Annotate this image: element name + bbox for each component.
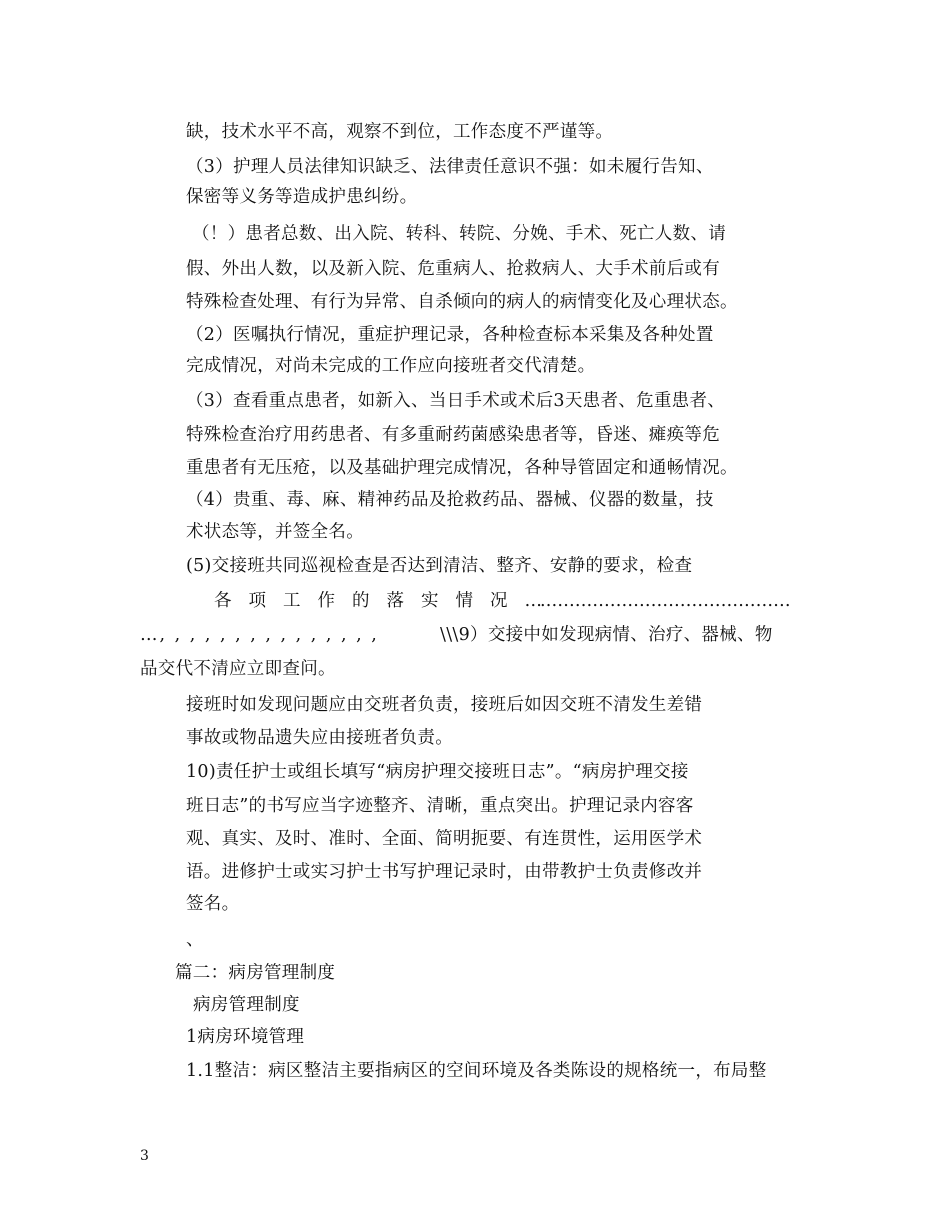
- text-line: 完成情况，对尚未完成的工作应向接班者交代清楚。: [186, 356, 596, 376]
- text-line: 各项工作的落实情况…: [214, 591, 559, 611]
- text-line: 特殊检查处理、有行为异常、自杀倾向的病人的病情变化及心理状态。: [186, 292, 738, 312]
- text-line: \\\9）交接中如发现病情、治疗、器械、物: [440, 625, 773, 645]
- text-line: (5)交接班共同巡视检查是否达到清洁、整齐、安静的要求，检查: [186, 556, 693, 576]
- text-line: 、: [186, 930, 204, 950]
- text-line: .……………………………………: [540, 591, 791, 611]
- text-line: （3）护理人员法律知识缺乏、法律责任意识不强：如未履行告知、: [186, 157, 714, 177]
- text-line: （！）患者总数、出入院、转科、转院、分娩、手术、死亡人数、请: [192, 224, 726, 244]
- text-line: 语。进修护士或实习护士书写护理记录时，由带教护士负责修改并: [186, 862, 703, 882]
- text-line: （3）查看重点患者，如新入、当日手术或术后3天患者、危重患者、: [186, 391, 726, 411]
- text-line: （4）贵重、毒、麻、精神药品及抢救药品、器械、仪器的数量，技: [186, 490, 714, 510]
- text-line: 10)责任护士或组长填写“病房护理交接班日志”。“病房护理交接: [186, 762, 689, 782]
- page-number: 3: [140, 1148, 149, 1164]
- text-line: 观、真实、及时、准时、全面、简明扼要、有连贯性，运用医学术: [186, 829, 703, 849]
- text-line: 接班时如发现问题应由交班者负责，接班后如因交班不清发生差错: [186, 695, 703, 715]
- text-line: 术状态等，并签全名。: [186, 522, 364, 542]
- text-line: 签名。: [186, 894, 240, 914]
- text-line: 重患者有无压疮，以及基础护理完成情况，各种导管固定和通畅情况。: [186, 458, 738, 478]
- section-subheading: 病房管理制度: [193, 995, 300, 1015]
- text-line: 事故或物品遗失应由接班者负责。: [186, 728, 453, 748]
- text-line: …, , , , , , , , , , , , , , ,: [140, 625, 379, 645]
- text-line: 1病房环境管理: [186, 1027, 305, 1047]
- text-line: （2）医嘱执行情况，重症护理记录，各种检查标本采集及各种处置: [186, 325, 714, 345]
- text-line: 缺，技术水平不高，观察不到位，工作态度不严谨等。: [186, 122, 614, 142]
- text-line: 假、外出人数，以及新入院、危重病人、抢救病人、大手术前后或有: [186, 259, 720, 279]
- text-line: 班日志”的书写应当字迹整齐、清晰，重点突出。护理记录内容客: [186, 796, 694, 816]
- text-line: 保密等义务等造成护患纠纷。: [186, 187, 418, 207]
- text-line: 品交代不清应立即查问。: [140, 659, 336, 679]
- section-heading: 篇二：病房管理制度: [175, 963, 336, 983]
- text-line: 1.1整洁：病区整洁主要指病区的空间环境及各类陈设的规格统一，布局整: [186, 1061, 767, 1081]
- text-line: 特殊检查治疗用药患者、有多重耐药菌感染患者等，昏迷、瘫痪等危: [186, 425, 720, 445]
